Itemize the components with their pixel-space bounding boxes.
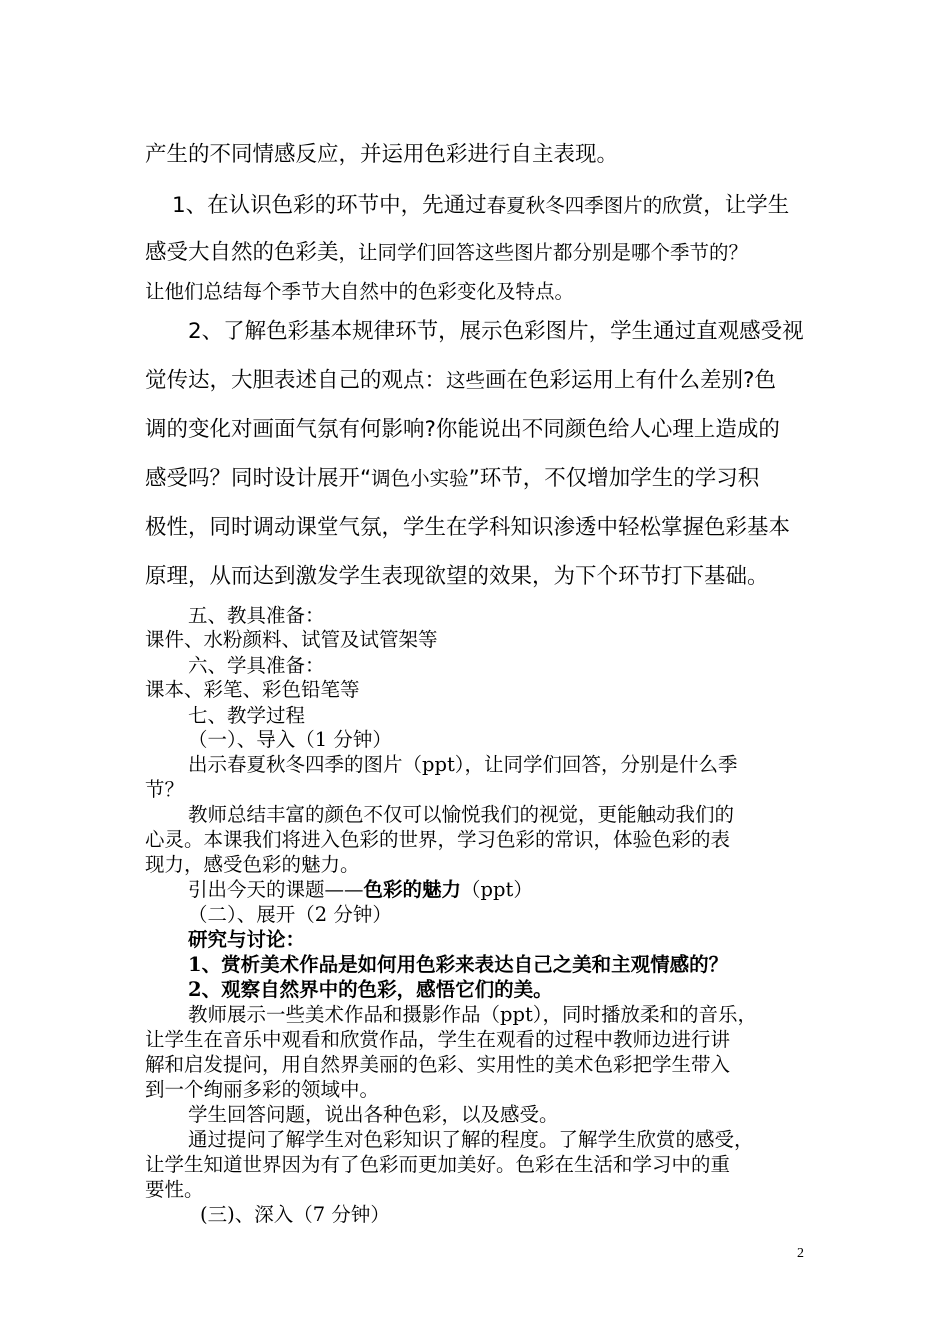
question-1: 1、赏析美术作品是如何用色彩来表达自己之美和主观情感的？ bbox=[188, 953, 729, 976]
paragraph-2-line-4: 感受吗？同时设计展开“调色小实验”环节，不仅增加学生的学习积 bbox=[145, 466, 760, 491]
teaching-line-2: 让学生在音乐中观看和欣赏作品，学生在观看的过程中教师边进行讲 bbox=[145, 1028, 731, 1051]
lesson-topic: 引出今天的课题——色彩的魅力（ppt） bbox=[188, 878, 533, 901]
section-5-title: 五、教具准备： bbox=[188, 604, 325, 627]
step-1-line-1: 出示春夏秋冬四季的图片（ppt），让同学们回答，分别是什么季 bbox=[188, 753, 738, 776]
section-5-body: 课件、水粉颜料、试管及试管架等 bbox=[145, 628, 438, 651]
section-6-body: 课本、彩笔、彩色铅笔等 bbox=[145, 678, 360, 701]
step-1-line-2: 节？ bbox=[145, 778, 185, 801]
teacher-summary-line-1: 教师总结丰富的颜色不仅可以愉悦我们的视觉，更能触动我们的 bbox=[188, 803, 735, 826]
understanding-line-1: 通过提问了解学生对色彩知识了解的程度。了解学生欣赏的感受， bbox=[188, 1128, 754, 1151]
understanding-line-2: 让学生知道世界因为有了色彩而更加美好。色彩在生活和学习中的重 bbox=[145, 1153, 731, 1176]
intro-line: 产生的不同情感反应，并运用色彩进行自主表现。 bbox=[145, 142, 619, 167]
student-answer: 学生回答问题，说出各种色彩，以及感受。 bbox=[188, 1103, 559, 1126]
research-heading: 研究与讨论： bbox=[188, 928, 306, 951]
teaching-line-3: 解和启发提问，用自然界美丽的色彩、实用性的美术色彩把学生带入 bbox=[145, 1053, 731, 1076]
step-2-title: （二）、展开（2 分钟） bbox=[188, 903, 392, 926]
paragraph-2-line-2: 觉传达，大胆表述自己的观点：这些画在色彩运用上有什么差别?色 bbox=[145, 368, 776, 393]
page-number: 2 bbox=[797, 1246, 804, 1261]
teacher-summary-line-2: 心灵。本课我们将进入色彩的世界，学习色彩的常识，体验色彩的表 bbox=[145, 828, 731, 851]
step-3-title: (三)、深入（7 分钟） bbox=[200, 1203, 390, 1226]
paragraph-2-line-5: 极性，同时调动课堂气氛，学生在学科知识渗透中轻松掌握色彩基本 bbox=[145, 515, 791, 540]
paragraph-1-line-1: 1、在认识色彩的环节中，先通过春夏秋冬四季图片的欣赏，让学生 bbox=[172, 193, 790, 218]
paragraph-2-line-6: 原理，从而达到激发学生表现欲望的效果，为下个环节打下基础。 bbox=[145, 564, 769, 589]
paragraph-1-line-2: 感受大自然的色彩美，让同学们回答这些图片都分别是哪个季节的？ bbox=[145, 240, 749, 265]
paragraph-2-line-1: 2、了解色彩基本规律环节，展示色彩图片，学生通过直观感受视 bbox=[188, 319, 804, 344]
paragraph-2-line-3: 调的变化对画面气氛有何影响?你能说出不同颜色给人心理上造成的 bbox=[145, 417, 780, 442]
section-6-title: 六、学具准备： bbox=[188, 654, 325, 677]
section-7-title: 七、教学过程 bbox=[188, 704, 306, 727]
step-1-title: （一）、导入（1 分钟） bbox=[188, 728, 392, 751]
teaching-line-1: 教师展示一些美术作品和摄影作品（ppt），同时播放柔和的音乐， bbox=[188, 1003, 758, 1026]
understanding-line-3: 要性。 bbox=[145, 1178, 204, 1201]
teacher-summary-line-3: 现力，感受色彩的魅力。 bbox=[145, 853, 360, 876]
paragraph-1-line-3: 让他们总结每个季节大自然中的色彩变化及特点。 bbox=[145, 280, 575, 303]
teaching-line-4: 到一个绚丽多彩的领域中。 bbox=[145, 1078, 380, 1101]
question-2: 2、观察自然界中的色彩，感悟它们的美。 bbox=[188, 978, 553, 1001]
